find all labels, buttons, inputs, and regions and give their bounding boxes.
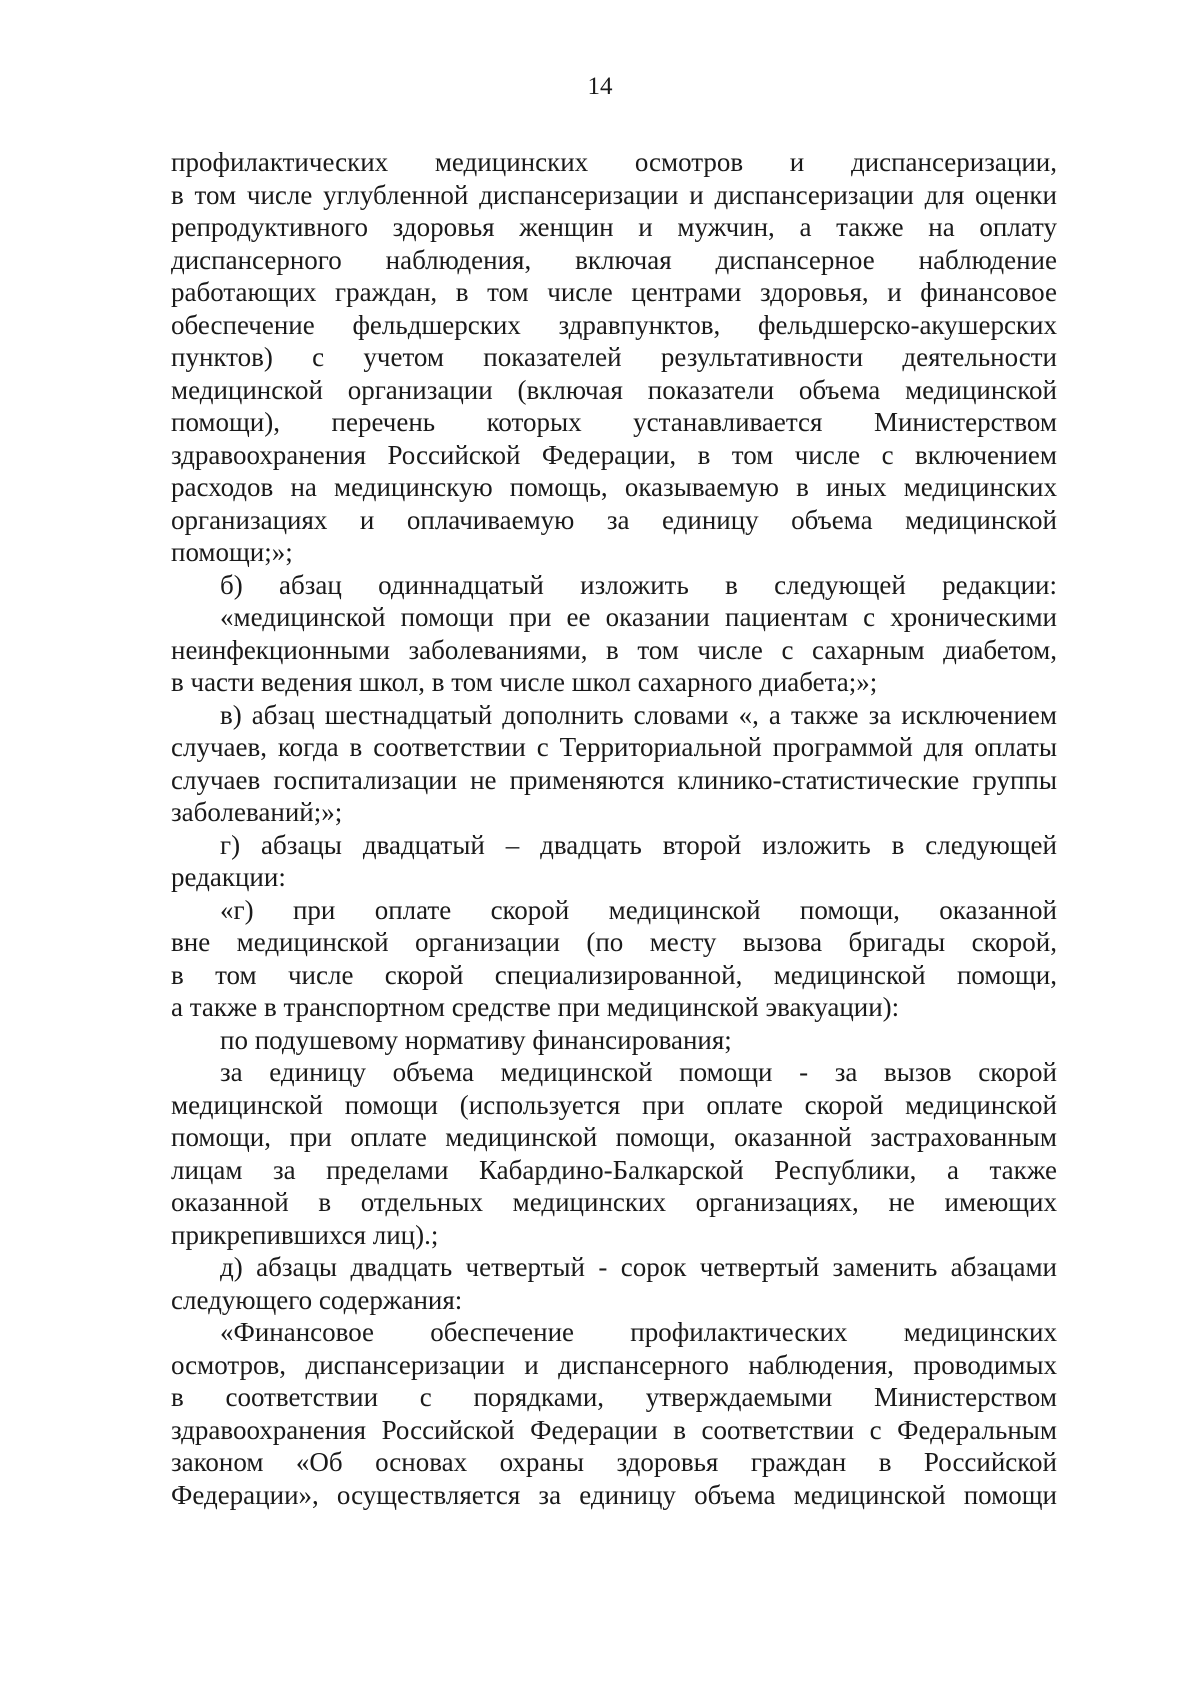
text-line: репродуктивного здоровья женщин и мужчин, а также на оплату: [171, 212, 1057, 242]
text-line: диспансерного наблюдения, включая диспансерное наблюдение: [171, 244, 1057, 275]
text-line: вне медицинской организации (по месту вызова бригады скорой,: [171, 927, 1057, 957]
page-number: 14: [587, 73, 613, 100]
text-line: помощи), перечень которых устанавливается Министерством: [171, 407, 1057, 437]
text-line: г) абзацы двадцатый – двадцать второй изложить в следующей: [220, 829, 1057, 860]
text-line: прикрепившихся лиц).;: [171, 1219, 439, 1250]
text-line: д) абзацы двадцать четвертый - сорок четвертый заменить абзацами: [220, 1252, 1057, 1282]
text-line: оказанной в отдельных медицинских организациях, не имеющих: [171, 1187, 1057, 1217]
text-line: в соответствии с порядками, утверждаемыми Министерством: [171, 1382, 1057, 1412]
text-line: б) абзац одиннадцатый изложить в следующей редакции:: [220, 569, 1057, 600]
text-line: в) абзац шестнадцатый дополнить словами «, а также за исключением: [220, 699, 1057, 730]
text-line: случаев, когда в соответствии с Территориальной программой для оплаты: [171, 732, 1057, 762]
text-line: медицинской помощи (используется при оплате скорой медицинской: [171, 1089, 1057, 1120]
text-line: помощи, при оплате медицинской помощи, оказанной застрахованным: [171, 1122, 1057, 1152]
text-line: пунктов) с учетом показателей результативности деятельности: [171, 342, 1057, 372]
text-line: лицам за пределами Кабардино-Балкарской Республики, а также: [171, 1154, 1057, 1185]
text-line: здравоохранения Российской Федерации в соответствии с Федеральным: [171, 1414, 1057, 1445]
text-line: «г) при оплате скорой медицинской помощи, оказанной: [220, 894, 1057, 925]
text-line: в том числе углубленной диспансеризации и диспансеризации для оценки: [171, 179, 1057, 210]
text-line: расходов на медицинскую помощь, оказываемую в иных медицинских: [171, 472, 1057, 502]
text-line: по подушевому нормативу финансирования;: [220, 1024, 732, 1055]
text-line: «медицинской помощи при ее оказании пациентам с хроническими: [220, 602, 1057, 632]
text-line: «Финансовое обеспечение профилактических медицинских: [220, 1317, 1057, 1347]
text-line: случаев госпитализации не применяются клинико-статистические группы: [171, 764, 1057, 795]
text-line: работающих граждан, в том числе центрами здоровья, и финансовое: [171, 277, 1057, 307]
text-line: Федерации», осуществляется за единицу объема медицинской помощи: [171, 1479, 1057, 1510]
text-line: организациях и оплачиваемую за единицу объема медицинской: [171, 504, 1057, 535]
text-line: за единицу объема медицинской помощи - за вызов скорой: [220, 1057, 1057, 1087]
text-line: следующего содержания:: [171, 1284, 463, 1315]
text-line: помощи;»;: [171, 537, 293, 567]
text-line: в том числе скорой специализированной, медицинской помощи,: [171, 959, 1057, 990]
text-line: здравоохранения Российской Федерации, в том числе с включением: [171, 439, 1057, 470]
text-line: неинфекционными заболеваниями, в том числе с сахарным диабетом,: [171, 634, 1057, 665]
text-line: медицинской организации (включая показатели объема медицинской: [171, 374, 1057, 405]
text-line: а также в транспортном средстве при медицинской эвакуации):: [171, 992, 900, 1022]
text-line: законом «Об основах охраны здоровья граждан в Российской: [171, 1447, 1057, 1477]
text-line: осмотров, диспансеризации и диспансерного наблюдения, проводимых: [171, 1349, 1057, 1380]
text-line: обеспечение фельдшерских здравпунктов, фельдшерско-акушерских: [171, 309, 1057, 340]
document-body: [171, 146, 1057, 1511]
text-line: редакции:: [171, 862, 286, 892]
text-line: заболеваний;»;: [171, 797, 343, 827]
text-line: профилактических медицинских осмотров и диспансеризации,: [171, 147, 1057, 177]
text-line: в части ведения школ, в том числе школ сахарного диабета;»;: [171, 667, 878, 697]
